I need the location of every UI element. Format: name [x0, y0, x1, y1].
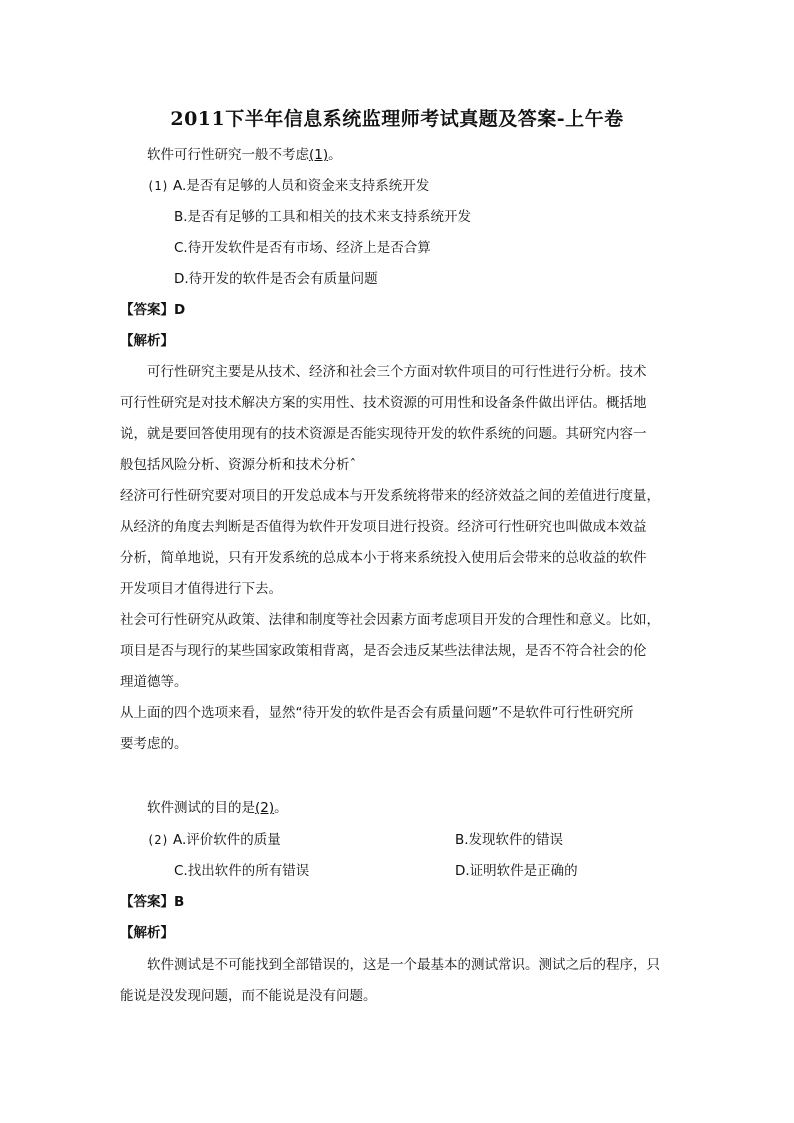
- question-2-stem: [147, 799, 288, 817]
- page-title: 2011下半年信息系统监理师考试真题及答案-上午卷: [170, 108, 624, 130]
- analysis-line: 可行性研究主要是从技术、经济和社会三个方面对软件项目的可行性进行分析。技术: [147, 364, 647, 380]
- analysis-line: 可行性研究是对技术解决方案的实用性、技术资源的可用性和设备条件做出评估。概括地: [120, 395, 647, 411]
- analysis-line: 开发项目才值得进行下去。: [120, 581, 282, 597]
- analysis-line: 说，就是要回答使用现有的技术资源是否能实现待开发的软件系统的问题。其研究内容一: [120, 426, 647, 442]
- question-1-answer: [120, 301, 185, 319]
- answer-value: D: [174, 302, 186, 318]
- question-2-answer: [120, 893, 184, 911]
- analysis-line: 软件测试是不可能找到全部错误的，这是一个最基本的测试常识。测试之后的程序，只: [147, 957, 660, 973]
- answer-value: B: [174, 894, 185, 910]
- question-1-option-a-text: A.是否有足够的人员和资金来支持系统开发: [172, 178, 430, 194]
- question-1-option-b: B.是否有足够的工具和相关的技术来支持系统开发: [174, 209, 472, 225]
- question-1-stem-text: 软件可行性研究一般不考虑: [147, 147, 309, 163]
- analysis-line: 要考虑的。: [120, 736, 188, 752]
- analysis-line: 项目是否与现行的某些国家政策相背离，是否会违反某些法律法规，是否不符合社会的伦: [120, 643, 647, 659]
- question-1-option-a: [147, 177, 429, 195]
- question-1-blank: (1): [309, 147, 329, 163]
- question-1-number: (1): [147, 179, 169, 193]
- question-1-analysis-label: 【解析】: [120, 333, 174, 349]
- answer-label: 【答案】: [120, 894, 174, 910]
- analysis-line: 经济可行性研究要对项目的开发总成本与开发系统将带来的经济效益之间的差值进行度量，: [120, 488, 660, 504]
- question-1-stem-end: 。: [328, 147, 342, 163]
- question-1-stem: [147, 146, 342, 164]
- analysis-line: 从上面的四个选项来看，显然“待开发的软件是否会有质量问题”不是软件可行性研究所: [120, 705, 634, 721]
- question-2-stem-text: 软件测试的目的是: [147, 800, 255, 816]
- analysis-line: 从经济的角度去判断是否值得为软件开发项目进行投资。经济可行性研究也叫做成本效益: [120, 519, 647, 535]
- question-2-option-c: C.找出软件的所有错误: [174, 863, 310, 879]
- analysis-line: 分析，简单地说，只有开发系统的总成本小于将来系统投入使用后会带来的总收益的软件: [120, 550, 647, 566]
- analysis-line: 理道德等。: [120, 674, 188, 690]
- question-2-number: (2): [147, 833, 169, 847]
- analysis-line: 般包括风险分析、资源分析和技术分析ˆ: [120, 457, 357, 473]
- question-1-option-d: D.待开发的软件是否会有质量问题: [174, 271, 378, 287]
- question-2-option-d: D.证明软件是正确的: [455, 863, 578, 879]
- question-2-analysis-label: 【解析】: [120, 925, 174, 941]
- question-2-option-a: [147, 831, 281, 849]
- question-2-stem-end: 。: [274, 800, 288, 816]
- answer-label: 【答案】: [120, 302, 174, 318]
- analysis-line: 社会可行性研究从政策、法律和制度等社会因素方面考虑项目开发的合理性和意义。比如，: [120, 612, 660, 628]
- question-2-blank: (2): [255, 800, 275, 816]
- question-2-option-a-text: A.评价软件的质量: [172, 832, 281, 848]
- question-2-option-b: B.发现软件的错误: [455, 832, 564, 848]
- question-1-option-c: C.待开发软件是否有市场、经济上是否合算: [174, 240, 431, 256]
- analysis-line: 能说是没发现问题，而不能说是没有问题。: [120, 988, 377, 1004]
